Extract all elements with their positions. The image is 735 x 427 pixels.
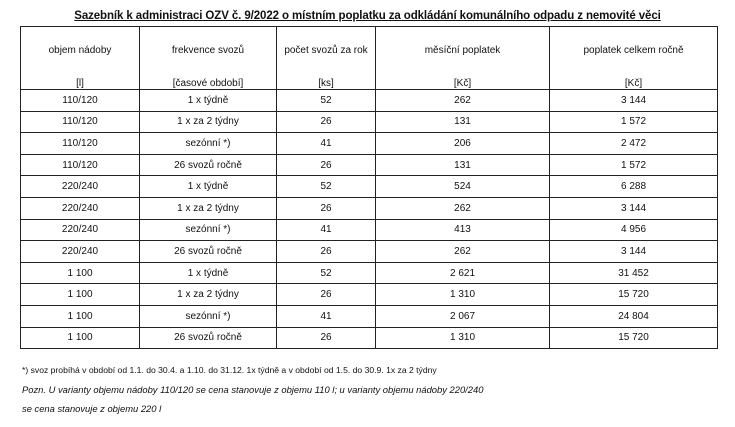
column-header-label: počet svozů za rok — [284, 45, 368, 56]
cell-monthly-fee: 262 — [376, 197, 550, 219]
cell-annual-fee: 15 720 — [550, 327, 718, 349]
column-header-label: měsíční poplatek — [424, 45, 501, 56]
cell-frequency: 1 x týdně — [140, 176, 277, 198]
cell-frequency: sezónní *) — [140, 133, 277, 155]
cell-monthly-fee: 262 — [376, 241, 550, 263]
cell-collections: 52 — [277, 90, 376, 112]
cell-volume: 110/120 — [21, 133, 140, 155]
document-title: Sazebník k administraci OZV č. 9/2022 o místním poplatku za odkládání komunálního odpadu z nemovité věci — [74, 10, 661, 22]
cell-volume: 220/240 — [21, 176, 140, 198]
cell-volume: 1 100 — [21, 284, 140, 306]
column-header-unit: [časové období] — [172, 78, 244, 89]
cell-monthly-fee: 2 067 — [376, 305, 550, 327]
cell-monthly-fee: 1 310 — [376, 284, 550, 306]
remark-text-line-1: Pozn. U varianty objemu nádoby 110/120 se cena stanovuje z objemu 110 l; u varianty objemu nádoby 220/240 — [22, 384, 484, 395]
cell-annual-fee: 2 472 — [550, 133, 718, 155]
column-header-monthly-fee — [376, 27, 550, 90]
cell-volume: 110/120 — [21, 154, 140, 176]
cell-collections: 26 — [277, 241, 376, 263]
cell-frequency: 1 x za 2 týdny — [140, 111, 277, 133]
notes-section — [22, 361, 483, 418]
table-row — [21, 90, 718, 112]
fee-table — [20, 26, 718, 349]
cell-frequency: 26 svozů ročně — [140, 154, 277, 176]
cell-volume: 110/120 — [21, 90, 140, 112]
cell-volume: 110/120 — [21, 111, 140, 133]
table-row — [21, 176, 718, 198]
cell-volume: 1 100 — [21, 262, 140, 284]
cell-monthly-fee: 524 — [376, 176, 550, 198]
cell-frequency: 1 x za 2 týdny — [140, 284, 277, 306]
cell-monthly-fee: 131 — [376, 111, 550, 133]
cell-collections: 26 — [277, 154, 376, 176]
cell-volume: 220/240 — [21, 219, 140, 241]
table-row — [21, 219, 718, 241]
column-header-label: objem nádoby — [48, 45, 112, 56]
column-header-annual-fee — [550, 27, 718, 90]
cell-frequency: 26 svozů ročně — [140, 241, 277, 263]
column-header-collections-per-year — [277, 27, 376, 90]
column-header-unit: [Kč] — [624, 78, 643, 89]
table-row — [21, 154, 718, 176]
cell-monthly-fee: 262 — [376, 90, 550, 112]
column-header-label: frekvence svozů — [171, 45, 245, 56]
cell-frequency: 26 svozů ročně — [140, 327, 277, 349]
cell-collections: 26 — [277, 197, 376, 219]
cell-annual-fee: 15 720 — [550, 284, 718, 306]
cell-collections: 41 — [277, 219, 376, 241]
table-row — [21, 111, 718, 133]
cell-annual-fee: 3 144 — [550, 90, 718, 112]
cell-collections: 52 — [277, 176, 376, 198]
cell-monthly-fee: 131 — [376, 154, 550, 176]
column-header-volume — [21, 27, 140, 90]
cell-annual-fee: 3 144 — [550, 197, 718, 219]
cell-annual-fee: 1 572 — [550, 154, 718, 176]
cell-volume: 1 100 — [21, 327, 140, 349]
cell-monthly-fee: 1 310 — [376, 327, 550, 349]
cell-annual-fee: 24 804 — [550, 305, 718, 327]
cell-annual-fee: 3 144 — [550, 241, 718, 263]
table-row — [21, 197, 718, 219]
cell-annual-fee: 31 452 — [550, 262, 718, 284]
cell-collections: 52 — [277, 262, 376, 284]
table-row — [21, 262, 718, 284]
cell-frequency: sezónní *) — [140, 305, 277, 327]
table-header-row — [21, 27, 718, 90]
cell-collections: 26 — [277, 327, 376, 349]
footnote-text: *) svoz probíhá v období od 1.1. do 30.4. a 1.10. do 31.12. 1x týdně a v období od 1.5. do 30.9. 1x za 2 týdny — [22, 365, 437, 375]
column-header-unit: [Kč] — [453, 78, 472, 89]
cell-volume: 1 100 — [21, 305, 140, 327]
table-row — [21, 327, 718, 349]
cell-annual-fee: 6 288 — [550, 176, 718, 198]
column-header-unit: [ks] — [318, 78, 334, 89]
cell-collections: 26 — [277, 284, 376, 306]
cell-collections: 41 — [277, 305, 376, 327]
table-row — [21, 241, 718, 263]
cell-annual-fee: 4 956 — [550, 219, 718, 241]
cell-frequency: sezónní *) — [140, 219, 277, 241]
column-header-unit: [l] — [76, 78, 84, 89]
table-row — [21, 305, 718, 327]
column-header-frequency — [140, 27, 277, 90]
cell-collections: 26 — [277, 111, 376, 133]
remark-text-line-2: se cena stanovuje z objemu 220 l — [22, 403, 162, 414]
cell-monthly-fee: 2 621 — [376, 262, 550, 284]
cell-monthly-fee: 206 — [376, 133, 550, 155]
cell-collections: 41 — [277, 133, 376, 155]
cell-frequency: 1 x týdně — [140, 262, 277, 284]
cell-volume: 220/240 — [21, 241, 140, 263]
column-header-label: poplatek celkem ročně — [583, 45, 684, 56]
table-row — [21, 284, 718, 306]
table-row — [21, 133, 718, 155]
cell-monthly-fee: 413 — [376, 219, 550, 241]
cell-annual-fee: 1 572 — [550, 111, 718, 133]
cell-frequency: 1 x za 2 týdny — [140, 197, 277, 219]
cell-frequency: 1 x týdně — [140, 90, 277, 112]
cell-volume: 220/240 — [21, 197, 140, 219]
